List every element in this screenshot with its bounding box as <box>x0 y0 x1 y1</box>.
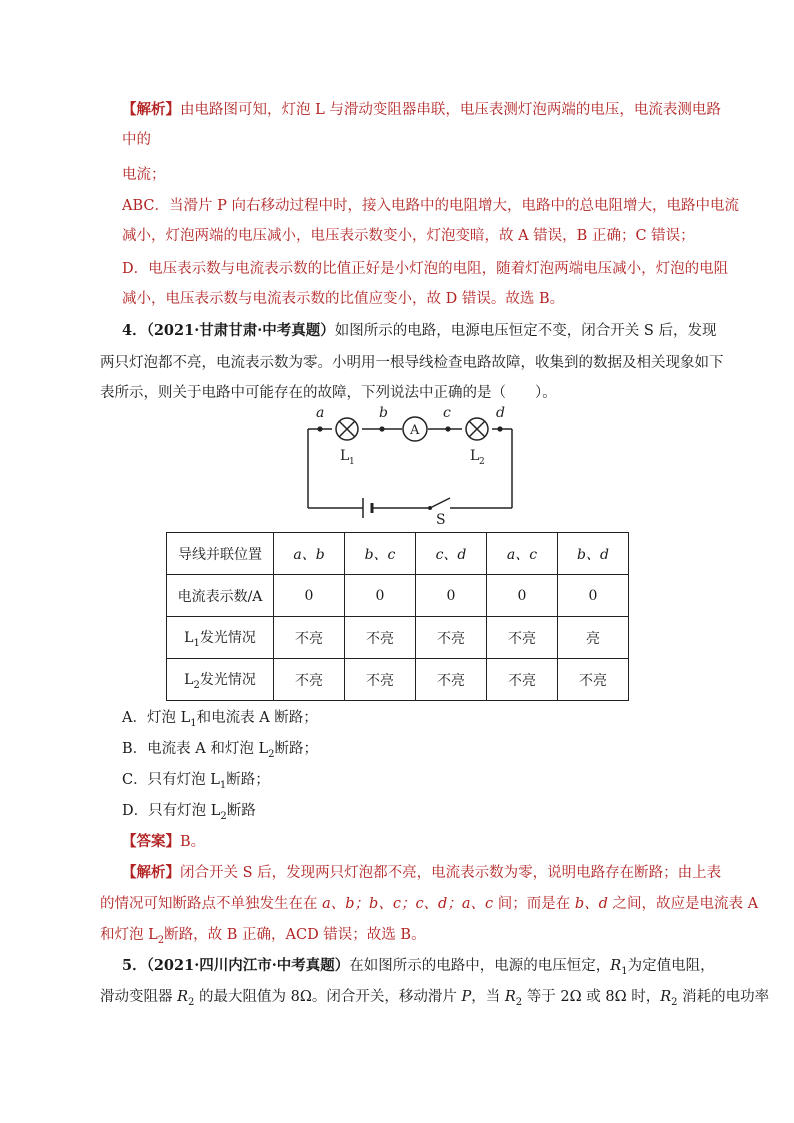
lamp1-label: L <box>340 448 350 464</box>
q5-line2: 滑动变阻器 $R_2$ 的最大阻值为 8Ω。闭合开关，移动滑片 P，当 $R_2$ 等于 2Ω 或 8Ω 时，$R_2$ 消耗的电功率 <box>100 989 770 1008</box>
table-cell: 不亮 <box>558 659 629 701</box>
table-cell: 0 <box>558 575 629 617</box>
table-row-label: 电流表示数/A <box>167 575 274 617</box>
analysis1-line4: ABC．当滑片 P 向右移动过程中时，接入电路中的电阻增大，电路中的总电阻增大，电路中电流 <box>122 198 739 214</box>
q4-line2: 两只灯泡都不亮，电流表示数为零。小明用一根导线检查电路故障，收集到的数据及相关现象如下 <box>100 355 724 371</box>
answer-value: B。 <box>180 834 206 850</box>
table-cell: c、d <box>416 533 487 575</box>
table-cell: 不亮 <box>487 617 558 659</box>
table-row <box>167 575 629 617</box>
node-c <box>445 426 450 431</box>
analysis1-line3: 电流； <box>122 167 166 183</box>
table-cell: 0 <box>345 575 416 617</box>
lamp2-label: L <box>470 448 480 464</box>
table-cell: a、c <box>487 533 558 575</box>
q4-line3: 表所示，则关于电路中可能存在的故障，下列说法中正确的是（ ）。 <box>100 385 557 401</box>
lamp2-label-sub: 2 <box>479 457 485 467</box>
analysis2-line2: 的情况可知断路点不单独发生在在 a、b；b、c；c、d；a、c 间；而是在 b、d 之间，故应是电流表 A <box>100 896 759 912</box>
node-b <box>379 426 384 431</box>
table-cell: b、d <box>558 533 629 575</box>
ammeter-label: A <box>410 423 420 438</box>
q4-source: （2021·甘肃甘肃·中考真题） <box>146 322 335 339</box>
answer-line <box>122 832 205 852</box>
table-cell: 0 <box>416 575 487 617</box>
analysis1-line7: 减小，电压表示数与电流表示数的比值应变小，故 D 错误。故选 B。 <box>122 291 565 307</box>
analysis2-line1: 【解析】闭合开关 S 后，发现两只灯泡都不亮，电流表示数为零，说明电路存在断路；由上表 <box>122 864 722 881</box>
table-row <box>167 659 629 701</box>
table-header-cell: 导线并联位置 <box>167 533 274 575</box>
option-c: C．只有灯泡 $L_1$断路； <box>122 772 270 791</box>
table-cell: 不亮 <box>345 659 416 701</box>
q4-number: 4． <box>122 322 147 339</box>
circuit-diagram <box>300 405 530 527</box>
table-row-label: $L_2$发光情况 <box>167 659 274 701</box>
label-d: d <box>496 405 505 421</box>
table-cell: 不亮 <box>487 659 558 701</box>
switch-label: S <box>436 512 446 527</box>
fault-table <box>166 532 629 701</box>
option-a: A．灯泡 $L_1$和电流表 A 断路； <box>122 710 318 729</box>
node-a <box>317 426 322 431</box>
switch-pivot <box>428 506 432 510</box>
table-cell: 0 <box>487 575 558 617</box>
answer-tag: 【答案】 <box>122 833 180 850</box>
q5-line1: 5．（2021·四川内江市·中考真题）在如图所示的电路中，电源的电压恒定，$R_1$为定值电阻， <box>122 957 715 977</box>
table-row <box>167 617 629 659</box>
table-cell: 不亮 <box>274 659 345 701</box>
label-a: a <box>316 405 325 421</box>
lamp1-label-sub: 1 <box>349 457 355 467</box>
table-cell: 不亮 <box>416 659 487 701</box>
analysis1-line2: 中的 <box>122 132 151 148</box>
table-cell: 不亮 <box>416 617 487 659</box>
analysis1-line1: 【解析】由电路图可知，灯泡 L 与滑动变阻器串联，电压表测灯泡两端的电压，电流表测电路 <box>122 101 721 118</box>
table-cell: a、b <box>274 533 345 575</box>
q5-source: （2021·四川内江市·中考真题） <box>146 957 350 974</box>
option-b: B．电流表 A 和灯泡 $L_2$断路； <box>122 741 318 760</box>
table-row-label: $L_1$发光情况 <box>167 617 274 659</box>
q4-line1: 4．（2021·甘肃甘肃·中考真题）如图所示的电路，电源电压恒定不变，闭合开关 S 后，发现 <box>122 322 717 339</box>
table-cell: b、c <box>345 533 416 575</box>
table-cell: 不亮 <box>345 617 416 659</box>
label-c: c <box>443 405 451 421</box>
analysis1-line6: D．电压表示数与电流表示数的比值正好是小灯泡的电阻，随着灯泡两端电压减小，灯泡的电阻 <box>122 261 729 277</box>
table-cell: 亮 <box>558 617 629 659</box>
analysis2-line3: 和灯泡 $L_2$断路，故 B 正确，ACD 错误；故选 B。 <box>100 927 426 946</box>
table-cell: 0 <box>274 575 345 617</box>
switch-icon <box>430 498 450 508</box>
label-b: b <box>379 405 388 421</box>
table-cell: 不亮 <box>274 617 345 659</box>
analysis-tag: 【解析】 <box>122 101 180 118</box>
q5-number: 5． <box>122 957 147 974</box>
option-d: D．只有灯泡 $L_2$断路 <box>122 803 256 822</box>
table-row <box>167 533 629 575</box>
analysis-tag: 【解析】 <box>122 864 180 881</box>
node-d <box>497 426 502 431</box>
analysis1-line5: 减小，灯泡两端的电压减小，电压表示数变小，灯泡变暗，故 A 错误，B 正确；C 错误； <box>122 228 695 244</box>
